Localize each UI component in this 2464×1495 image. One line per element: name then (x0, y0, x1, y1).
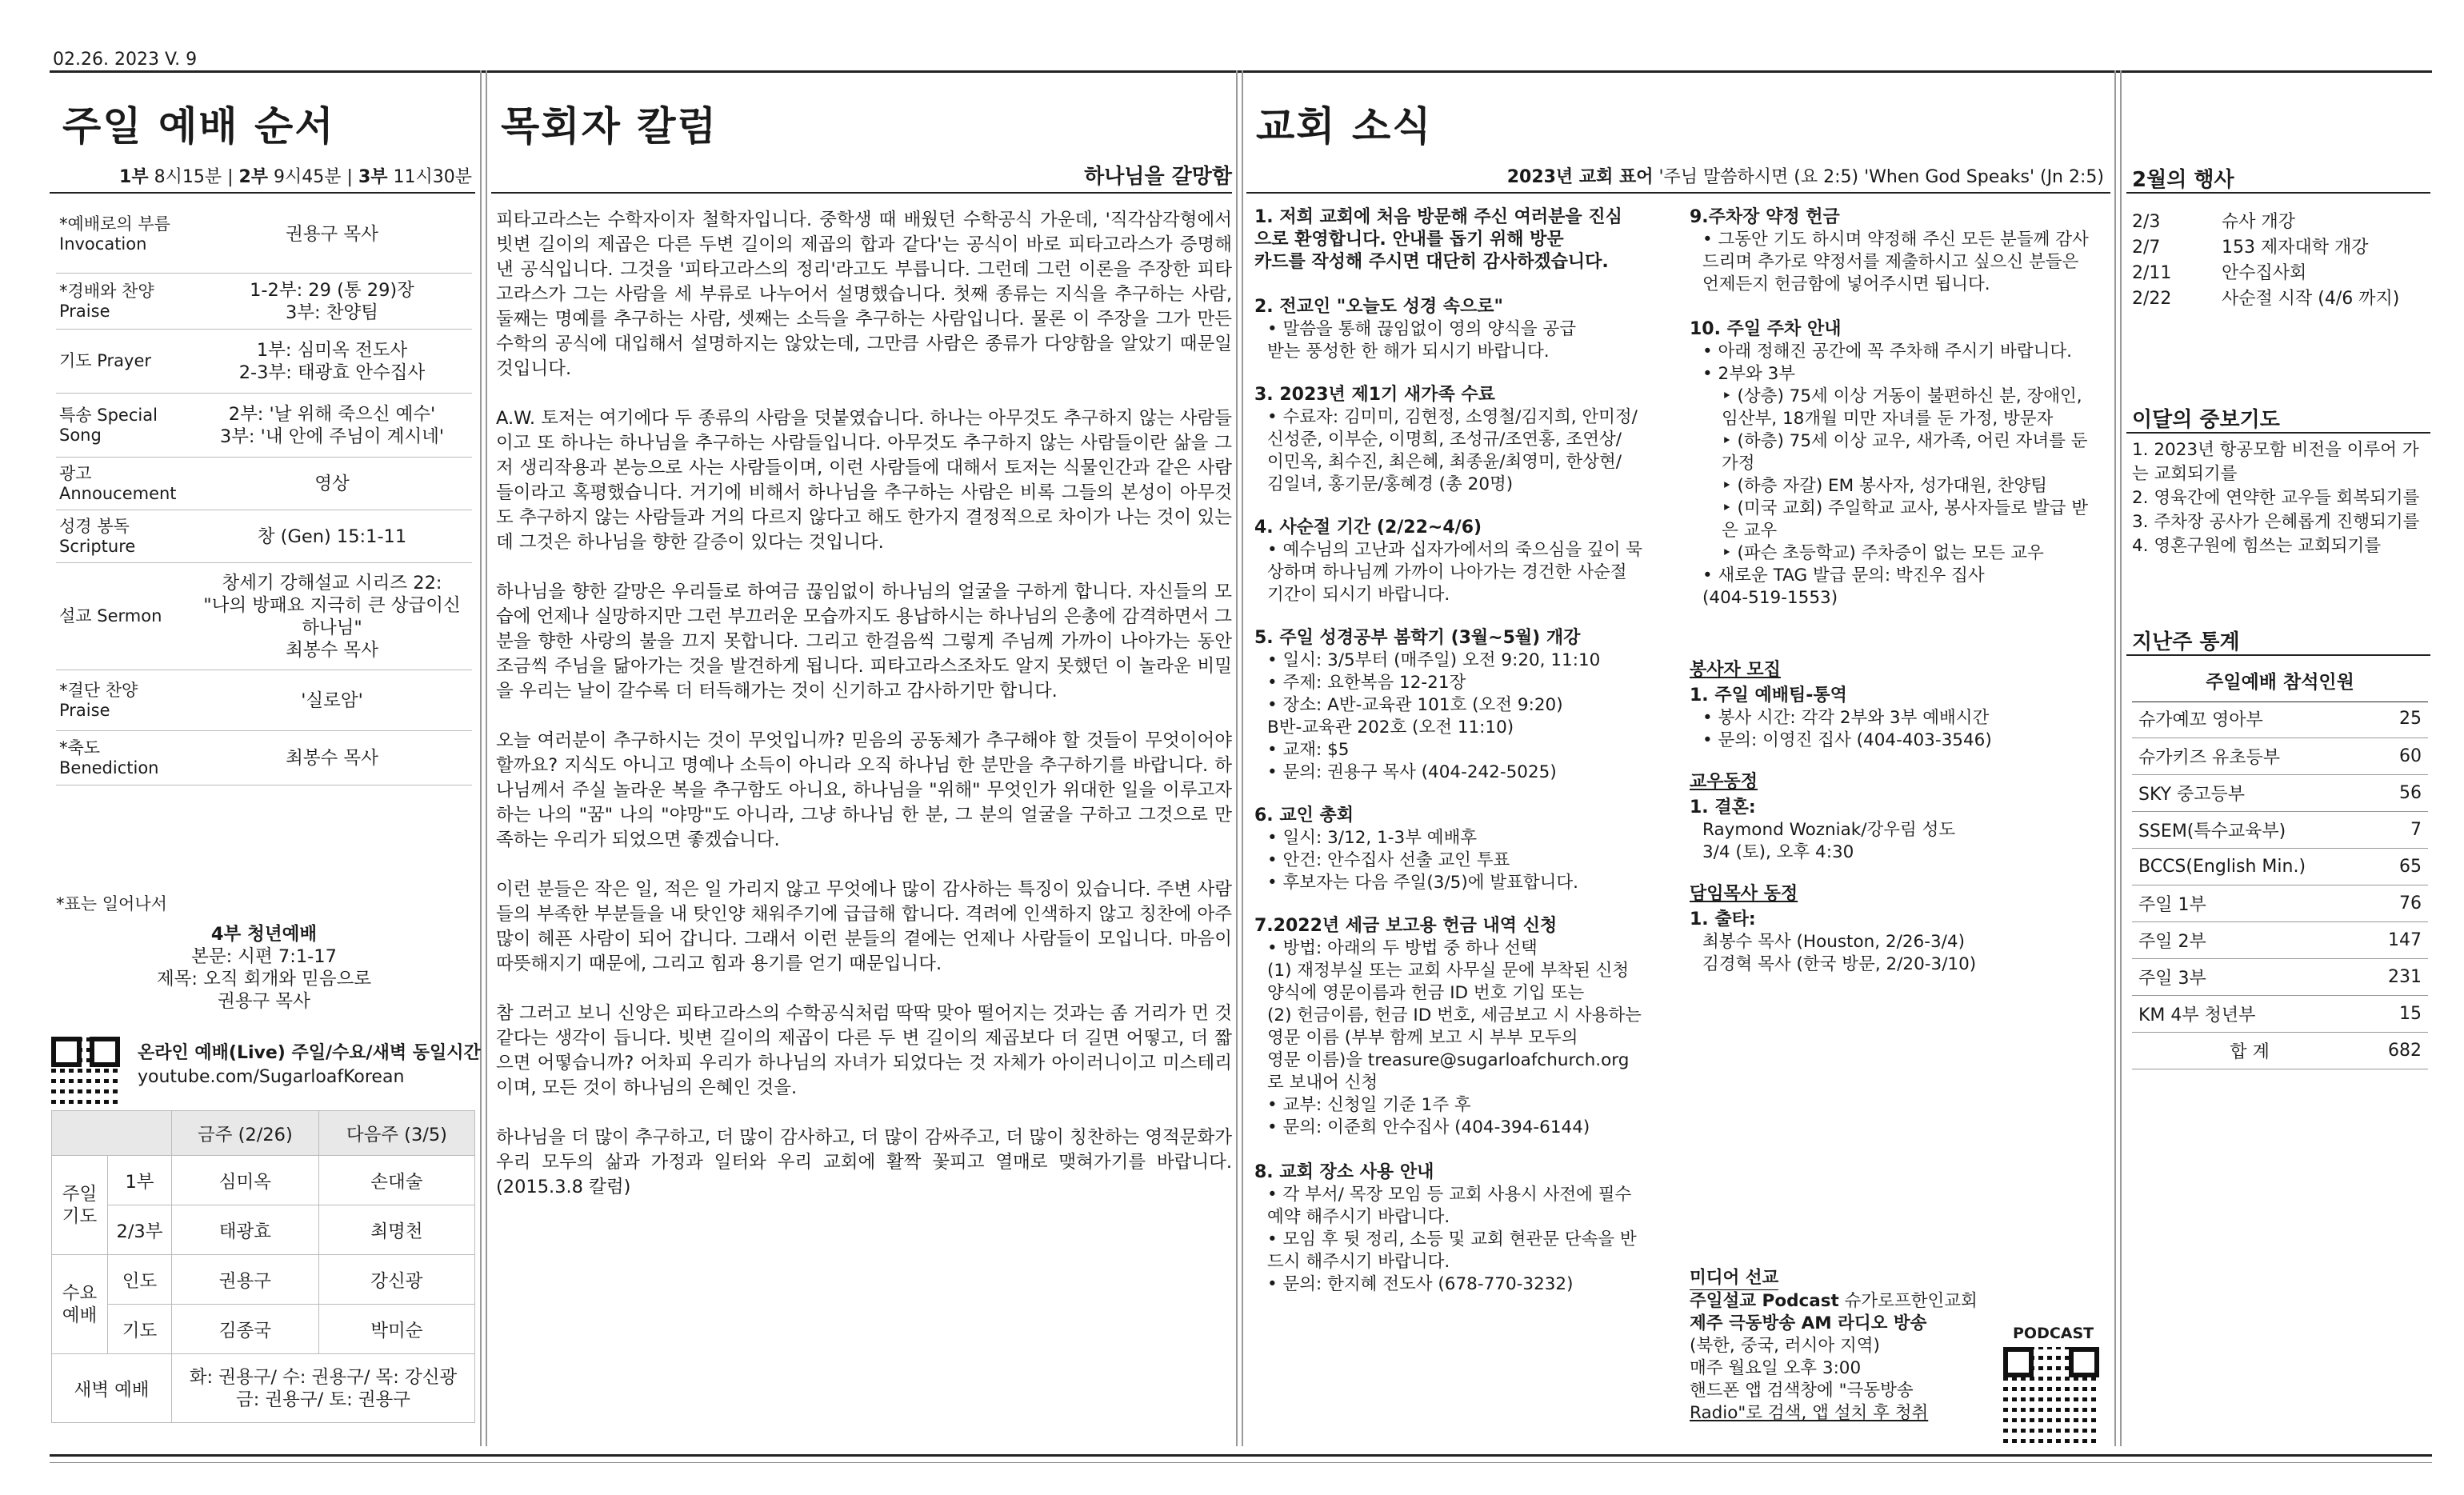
online-title: 온라인 예배(Live) 주일/수요/새벽 동일시간 (138, 1043, 481, 1063)
prayer-slot: 2/3부 (108, 1205, 172, 1255)
news-section (1690, 318, 2114, 610)
news-heading: 봉사자 모집 (1690, 660, 1781, 680)
youth-pastor: 권용구 목사 (218, 991, 310, 1012)
order-row (56, 195, 472, 274)
event-row (2132, 286, 2436, 312)
news-section (1690, 883, 2114, 905)
news-heading: 교우동정 (1690, 772, 1758, 792)
motto-label: 2023년 교회 표어 (1506, 167, 1654, 187)
stat-label: 주일 1부 (2132, 885, 2367, 921)
stat-total-row (2132, 1032, 2428, 1069)
prayer-next-week: 최명천 (318, 1205, 474, 1255)
order-row (56, 330, 472, 394)
prayer-slot: 1부 (108, 1156, 172, 1205)
news-section (1254, 627, 1686, 784)
stat-value: 56 (2367, 774, 2428, 811)
stat-value: 231 (2367, 958, 2428, 995)
news-item: • 각 부서/ 목장 모임 등 교회 사용시 사전에 필수 예약 해주시기 바랍니다. (1267, 1185, 1632, 1227)
stat-row (2132, 885, 2428, 921)
news-item: • 문의: 한지혜 전도사 (678-770-3232) (1267, 1274, 1574, 1294)
news-heading: 10. 주일 주차 안내 (1690, 319, 1842, 339)
news-heading: 6. 교인 총회 (1254, 805, 1354, 825)
news-section (1254, 915, 1686, 1139)
column-paragraph: 이런 분들은 작은 일, 적은 일 가리지 않고 무엇에나 많이 감사하는 특징이 있습니다. 주변 사람들의 부족한 부분들을 내 탓인양 채워주기에 급급해 합니다. 격려에 인색하지 않고 칭찬에 아주 많이 헤픈 사람이 되어 갑니다. 그래서 이런 분들의 곁에는 언제나 사람들이 모입니다. 마음이 따뜻해지기 때문에, 그리고 힘과 용기를 얻기 때문입니다. (496, 879, 1232, 974)
news-item: 최봉수 목사 (Houston, 2/26-3/4) 김경혁 목사 (한국 방문, 2/20-3/10) (1702, 932, 1977, 974)
order-label: 광고 Annoucement (59, 463, 177, 503)
column-body (496, 208, 1232, 1225)
news-item: (2) 헌금이름, 헌금 ID 번호, 세금보고 시 사용하는 영문 이름 (부부 함께 보고 시 부부 모두의 영문 이름)을 treasure@sugarloafchurch.org 로 보내어 신청 (1267, 1005, 1642, 1093)
news-heading: 1. 저희 교회에 처음 방문해 주신 여러분을 진심 으로 환영합니다. 안내를 돕기 위해 방문 카드를 작성해 주시면 대단히 감사하겠습니다. (1254, 207, 1622, 272)
news-section (1254, 517, 1686, 606)
youth-title: 4부 청년예배 (210, 924, 318, 945)
service-slot: 2부 (238, 167, 269, 187)
podcast-qr-code[interactable] (2003, 1347, 2099, 1443)
prayer-title: 이달의 중보기도 (2132, 408, 2280, 432)
news-heading: 7.2022년 세금 보고용 헌금 내역 신청 (1254, 916, 1558, 936)
news-item: • 문의: 이영진 집사 (404-403-3546) (1702, 730, 1992, 750)
radio-time: 매주 월요일 오후 3:00 (1690, 1358, 1862, 1378)
media-title: 미디어 선교 (1690, 1267, 1778, 1290)
news-item: • 새로운 TAG 발급 문의: 박진우 집사 (404-519-1553) (1702, 566, 1985, 608)
stats-header: 주일예배 참석인원 (2132, 667, 2428, 702)
order-value: 1부: 심미옥 전도사 2-3부: 태광효 안수집사 (238, 339, 426, 383)
stat-value: 15 (2367, 995, 2428, 1032)
wed-service-row (52, 1255, 475, 1305)
stat-value: 147 (2367, 921, 2428, 958)
event-row (2132, 235, 2436, 261)
news-item: ‣ (하층) 75세 이상 교우, 새가족, 어린 자녀를 둔 가정 (1722, 431, 2088, 474)
order-row (56, 394, 472, 458)
news-item: • 방법: 아래의 두 방법 중 하나 선택 (1267, 938, 1538, 958)
news-heading: 8. 교회 장소 사용 안내 (1254, 1162, 1434, 1182)
prayer-slot: 기도 (108, 1305, 172, 1354)
news-heading: 1. 주일 예배팀-통역 (1690, 686, 1847, 706)
news-item: • 교재: $5 (1267, 740, 1350, 760)
stat-label: KM 4부 청년부 (2132, 995, 2367, 1032)
stat-label: 슈가키즈 유초등부 (2132, 738, 2367, 774)
event-name: 슈사 개강 (2222, 212, 2296, 232)
news-item: ‣ (상층) 75세 이상 거동이 불편하신 분, 장애인, 임산부, 18개월 미만 자녀를 둔 가정, 방문자 (1722, 386, 2082, 429)
news-item: • 일시: 3/12, 1-3부 예배후 (1267, 828, 1478, 848)
prayer-item: 3. 주차장 공사가 은혜롭게 진행되기를 (2132, 512, 2420, 532)
news-section (1690, 685, 2114, 752)
news-heading: 2. 전교인 "오늘도 성경 속으로" (1254, 297, 1503, 317)
service-slot: 3부 (358, 167, 388, 187)
prayer-this-week: 태광효 (172, 1205, 319, 1255)
news-item: ‣ (미국 교회) 주일학교 교사, 봉사자들로 발급 받 은 교우 (1722, 498, 2088, 541)
dawn-label: 새벽 예배 (52, 1354, 172, 1423)
sunday-prayer-label: 주일 기도 (52, 1156, 108, 1255)
order-row (56, 274, 472, 330)
event-row (2132, 261, 2436, 286)
prayer-item: 1. 2023년 항공모함 비전을 이루어 가 는 교회되기를 (2132, 440, 2419, 484)
news-item: • 문의: 권용구 목사 (404-242-5025) (1267, 762, 1557, 782)
youth-service (56, 923, 472, 1013)
event-row (2132, 210, 2436, 235)
dawn-leaders: 화: 권용구/ 수: 권용구/ 목: 강신광 금: 권용구/ 토: 권용구 (172, 1354, 475, 1423)
column-paragraph: 하나님을 더 많이 추구하고, 더 많이 감사하고, 더 많이 감싸주고, 더 많이 칭찬하는 영적문화가 우리 모두의 삶과 가정과 일터와 우리 교회에 활짝 꽃피고 열매로 맺혀가기를 바랍니다. (2015.3.8 칼럼) (496, 1127, 1232, 1197)
youth-text: 본문: 시편 7:1-17 (191, 946, 337, 967)
prayer-next-week: 강신광 (318, 1255, 474, 1305)
news-item: • 예수님의 고난과 십자가에서의 죽으심을 깊이 묵 상하며 하나님께 가까이 나아가는 경건한 사순절 기간이 되시기 바랍니다. (1267, 540, 1643, 605)
news-item: • 모임 후 뒷 정리, 소등 및 교회 현관문 단속을 반 드시 해주시기 바랍니다. (1267, 1229, 1637, 1272)
order-label: *예배로의 부름 Invocation (59, 214, 170, 254)
news-item: ‣ (하층 자갈) EM 봉사자, 성가대원, 찬양팀 (1722, 476, 2048, 496)
news-section (1254, 384, 1686, 496)
news-section (1254, 805, 1686, 894)
order-value: 1-2부: 29 (통 29)장 3부: 찬양팀 (250, 279, 414, 323)
stat-label: 주일 3부 (2132, 958, 2367, 995)
prayer-next-week: 손대술 (318, 1156, 474, 1205)
stat-row (2132, 921, 2428, 958)
news-item: • 후보자는 다음 주일(3/5)에 발표합니다. (1267, 873, 1578, 893)
worship-order-title: 주일 예배 순서 (62, 103, 335, 150)
news-section (1254, 296, 1686, 363)
news-heading: 1. 결혼: (1690, 797, 1756, 817)
order-label: *축도 Benediction (59, 738, 159, 777)
worship-order-list (56, 195, 472, 785)
news-section (1254, 206, 1686, 274)
prayer-week-col: 금주 (2/26) (172, 1111, 319, 1156)
stat-total-value: 682 (2367, 1032, 2428, 1069)
online-worship (138, 1041, 481, 1089)
news-section (1690, 659, 2114, 682)
podcast-qr-label: PODCAST (2013, 1325, 2094, 1342)
event-date: 2/11 (2132, 263, 2172, 283)
order-value: 2부: '날 위해 죽으신 예수' 3부: '내 안에 주님이 계시네' (219, 403, 445, 447)
online-qr-code[interactable] (51, 1037, 120, 1104)
prayer-item: 2. 영육간에 연약한 교우들 회복되기를 (2132, 488, 2420, 508)
standing-note: *표는 일어나서 (56, 894, 167, 913)
prayer-head-row (52, 1111, 475, 1156)
sunday-prayer-row (52, 1156, 475, 1205)
stat-label: 슈가예꼬 영아부 (2132, 701, 2367, 738)
events-title: 2월의 행사 (2132, 168, 2234, 192)
order-row (56, 510, 472, 563)
media-mission (1690, 1267, 2026, 1425)
prayer-this-week: 심미옥 (172, 1156, 319, 1205)
news-item: • 일시: 3/5부터 (매주일) 오전 9:20, 11:10 (1267, 650, 1601, 670)
news-item: • 안건: 안수집사 선출 교인 투표 (1267, 850, 1510, 870)
column-paragraph: A.W. 토저는 여기에다 두 종류의 사람을 덧붙였습니다. 하나는 아무것도 추구하지 않는 사람들이고 또 하나는 하나님을 추구하는 사람들입니다. 아무것도 추구하지 않는 사람들이란 삶을 그저 생리작용과 본능으로 사는 사람들이며, 이런 사람들에 대해서 토저는 식물인간과 같은 사람들이라고 혹평했습니다. 거기에 비해서 하나님을 추구하는 사람은 비록 그들의 본성이 아무것도 추구하지 않는 사람들과 거의 다르지 않다고 해도 한가지 결정적으로 차이가 나는 것이 있는데 그것은 하나님을 향한 갈증이 있다는 것입니다. (496, 408, 1232, 553)
news-item: Raymond Wozniak/강우림 성도 3/4 (토), 오후 4:30 (1702, 820, 1956, 862)
stat-value: 65 (2367, 848, 2428, 885)
news-item: • 봉사 시간: 각각 2부와 3부 예배시간 (1702, 708, 1990, 728)
order-value: 권용구 목사 (286, 223, 378, 245)
news-left (1254, 206, 1686, 1315)
column-title: 목회자 칼럼 (501, 103, 718, 150)
radio-app-2: Radio"로 검색, 앱 설치 후 청취 (1690, 1403, 1929, 1423)
wed-service-label: 수요 예배 (52, 1255, 108, 1354)
news-heading: 5. 주일 성경공부 봄학기 (3월~5월) 개강 (1254, 628, 1581, 648)
order-row (56, 458, 472, 510)
news-item: • 문의: 이준희 안수집사 (404-394-6144) (1267, 1117, 1590, 1137)
event-name: 사순절 시작 (4/6 까지) (2222, 289, 2400, 309)
stat-value: 7 (2367, 811, 2428, 848)
order-label: 설교 Sermon (59, 606, 162, 626)
stat-value: 60 (2367, 738, 2428, 774)
order-value: 최봉수 목사 (286, 747, 378, 769)
event-date: 2/22 (2132, 289, 2172, 309)
radio-app-1: 핸드폰 앱 검색창에 "극동방송 (1690, 1381, 1914, 1401)
stat-row (2132, 958, 2428, 995)
podcast-church: 슈가로프한인교회 (1838, 1291, 1978, 1311)
column-paragraph: 참 그러고 보니 신앙은 피타고라스의 수학공식처럼 딱딱 맞아 떨어지는 것과는 좀 거리가 먼 것 같다는 생각이 듭니다. 빗변 길이의 제곱이 다른 두 변 길이의 제곱보다 더 길면 어떻고, 더 짧으면 어떻습니까? 어차피 우리가 하나님의 자녀가 되었다는 것 자체가 아이러니이고 미스테리이며, 모든 것이 하나님의 은혜인 것을. (496, 1003, 1232, 1098)
news-item: • 아래 정해진 공간에 꼭 주차해 주시기 바랍니다. (1702, 342, 2072, 362)
event-date: 2/7 (2132, 238, 2161, 258)
news-section (1690, 909, 2114, 976)
news-section (1690, 797, 2114, 864)
events-list (2132, 210, 2436, 312)
news-section (1254, 1161, 1686, 1296)
stats-title: 지난주 통계 (2132, 630, 2240, 654)
online-url[interactable]: youtube.com/SugarloafKorean (138, 1067, 405, 1087)
order-label: 기도 Prayer (59, 351, 152, 370)
news-heading: 1. 출타: (1690, 909, 1756, 929)
order-label: *결단 찬양 Praise (59, 680, 138, 720)
church-motto (1248, 163, 2104, 188)
column-paragraph: 오늘 여러분이 추구하시는 것이 무엇입니까? 믿음의 공동체가 추구해야 할 것들이 무엇이어야 할까요? 지식도 아니고 명예나 소득이 아니라 오직 하나님 한 분만을 추구하기를 바랍니다. 하나님께서 주실 놀라운 복을 추구함도 아니요, 하나님을 "위해" 무엇인가 위대한 일을 이루고자 하는 나의 "꿈" 나의 "야망"도 아니라, 그냥 하나님 한 분, 그 분의 얼굴을 구하고 그것으로 만족하는 우리가 되었으면 좋겠습니다. (496, 730, 1232, 850)
stat-row (2132, 774, 2428, 811)
prayer-duty-table (51, 1110, 475, 1423)
prayer-this-week: 김종국 (172, 1305, 319, 1354)
news-item: • 주제: 요한복음 12-21장 (1267, 673, 1466, 693)
stat-total-label: 합 계 (2132, 1032, 2367, 1069)
event-name: 안수집사회 (2222, 263, 2307, 283)
stat-label: SSEM(특수교육부) (2132, 811, 2367, 848)
event-name: 153 제자대학 개강 (2222, 238, 2369, 258)
news-item: • 말씀을 통해 끊임없이 영의 양식을 공급 받는 풍성한 한 해가 되시기 바랍니다. (1267, 319, 1576, 362)
motto-text: '주님 말씀하시면 (요 2:5) 'When God Speaks' (Jn 2:5) (1653, 167, 2104, 187)
prayer-this-week: 권용구 (172, 1255, 319, 1305)
stat-row (2132, 848, 2428, 885)
column-paragraph: 하나님을 향한 갈망은 우리들로 하여금 끊임없이 하나님의 얼굴을 구하게 합니다. 자신들의 모습에 언제나 실망하지만 그런 부끄러운 모습까지도 용납하시는 하나님의 은총에 감격하면서 그 분을 향한 사랑의 불을 끄지 못합니다. 그리고 한걸음씩 그렇게 주님께 가까이 나아가는 동안 조금씩 주님을 닮아가는 것을 발견하게 됩니다. 피타고라스조차도 알지 못했던 이 놀라운 비밀을 우리는 날이 갈수록 더 터득해가는 것이 신기하고 감사하기만 합니다. (496, 582, 1232, 702)
sunday-prayer-row (52, 1205, 475, 1255)
order-row (56, 563, 472, 670)
stat-value: 76 (2367, 885, 2428, 921)
prayer-corner (52, 1111, 172, 1156)
order-label: 성경 봉독 Scripture (59, 516, 136, 556)
news-right (1690, 206, 2114, 995)
news-item: (1) 재정부실 또는 교회 사무실 문에 부착된 신청 양식에 영문이름과 헌금 ID 번호 기입 또는 (1267, 961, 1630, 1003)
radio-region: (북한, 중국, 러시아 지역) (1690, 1336, 1880, 1356)
radio-label: 제주 극동방송 AM 라디오 방송 (1690, 1313, 1927, 1333)
news-item: • 수료자: 김미미, 김현정, 소영철/김지희, 안미정/ 신성준, 이부순, 이명희, 조성규/조연홍, 조연상/ 이민옥, 최수진, 최은혜, 최종윤/최영미, 한상현/ 김일녀, 홍기문/홍혜경 (총 20명) (1267, 407, 1638, 494)
youth-theme: 제목: 오직 회개와 믿음으로 (156, 969, 372, 989)
stat-label: BCCS(English Min.) (2132, 848, 2367, 885)
news-item: • 장소: A반-교육관 101호 (오전 9:20) B반-교육관 202호 (오전 11:10) (1267, 695, 1563, 738)
stat-row (2132, 701, 2428, 738)
news-heading: 9.주차장 약정 헌금 (1690, 207, 1840, 227)
column-paragraph: 피타고라스는 수학자이자 철학자입니다. 중학생 때 배웠던 수학공식 가운데, '직각삼각형에서 빗변 길이의 제곱은 다른 두변 길이의 제곱의 합과 같다'는 공식이 바로 피타고라스가 증명해 낸 공식입니다. 그것을 '피타고라스의 정리'라고도 부릅니다. 그런데 그런 이론을 주장한 피타고라스가 그는 사람을 세 부류로 나누어서 설명했습니다. 첫째 종류는 지식을 추구하는 사람, 둘째는 명예를 추구하는 사람, 셋째는 소득을 추구하는 사람입니다. 물론 이 주장을 그가 만든 수학의 공식에 대입해서 설명하지는 않았는데, 그만큼 사람은 종류가 다양함을 알았기 때문일 것입니다. (496, 210, 1232, 379)
news-item: ‣ (파슨 초등학교) 주차증이 없는 모든 교우 (1722, 543, 2044, 563)
prayer-week-col: 다음주 (3/5) (318, 1111, 474, 1156)
order-value: 창세기 강해설교 시리즈 22: "나의 방패요 지극히 큰 상급이신 하나님" 최봉수 목사 (203, 572, 461, 661)
news-heading: 담임목사 동정 (1690, 884, 1798, 904)
stat-row (2132, 738, 2428, 774)
order-label: 특송 Special Song (59, 405, 158, 445)
news-item: • 교부: 신청일 기준 1주 후 (1267, 1095, 1471, 1115)
prayer-list (2132, 438, 2436, 558)
order-value: 창 (Gen) 15:1-11 (257, 526, 407, 547)
attendance-table (2132, 701, 2428, 1069)
event-date: 2/3 (2132, 212, 2161, 232)
news-title: 교회 소식 (1256, 103, 1433, 150)
column-subtitle: 하나님을 갈망함 (1084, 165, 1232, 189)
prayer-item: 4. 영혼구원에 힘쓰는 교회되기를 (2132, 536, 2382, 556)
stat-value: 25 (2367, 701, 2428, 738)
order-row (56, 670, 472, 731)
bulletin-date: 02.26. 2023 V. 9 (53, 50, 198, 70)
podcast-label: 주일설교 Podcast (1690, 1291, 1839, 1311)
news-heading: 4. 사순절 기간 (2/22~4/6) (1254, 518, 1482, 538)
stat-label: 주일 2부 (2132, 921, 2367, 958)
wed-service-row (52, 1305, 475, 1354)
news-section (1690, 206, 2114, 296)
dawn-row (52, 1354, 475, 1423)
stat-row (2132, 811, 2428, 848)
order-label: *경배와 찬양 Praise (59, 281, 154, 321)
order-value: '실로암' (301, 690, 363, 711)
news-item: • 2부와 3부 (1702, 364, 1796, 384)
stat-row (2132, 995, 2428, 1032)
news-heading: 3. 2023년 제1기 새가족 수료 (1254, 385, 1495, 405)
order-value: 영상 (314, 473, 350, 494)
prayer-slot: 인도 (108, 1255, 172, 1305)
news-section (1690, 771, 2114, 793)
service-times: 1부 8시15분 | 2부 9시45분 | 3부 11시30분 (119, 167, 472, 187)
news-item: • 그동안 기도 하시며 약정해 주신 모든 분들께 감사 드리며 추가로 약정서를 제출하시고 싶으신 분들은 언제든지 헌금함에 넣어주시면 됩니다. (1702, 230, 2089, 294)
order-row (56, 731, 472, 785)
prayer-next-week: 박미순 (318, 1305, 474, 1354)
stat-label: SKY 중고등부 (2132, 774, 2367, 811)
service-slot: 1부 (119, 167, 149, 187)
